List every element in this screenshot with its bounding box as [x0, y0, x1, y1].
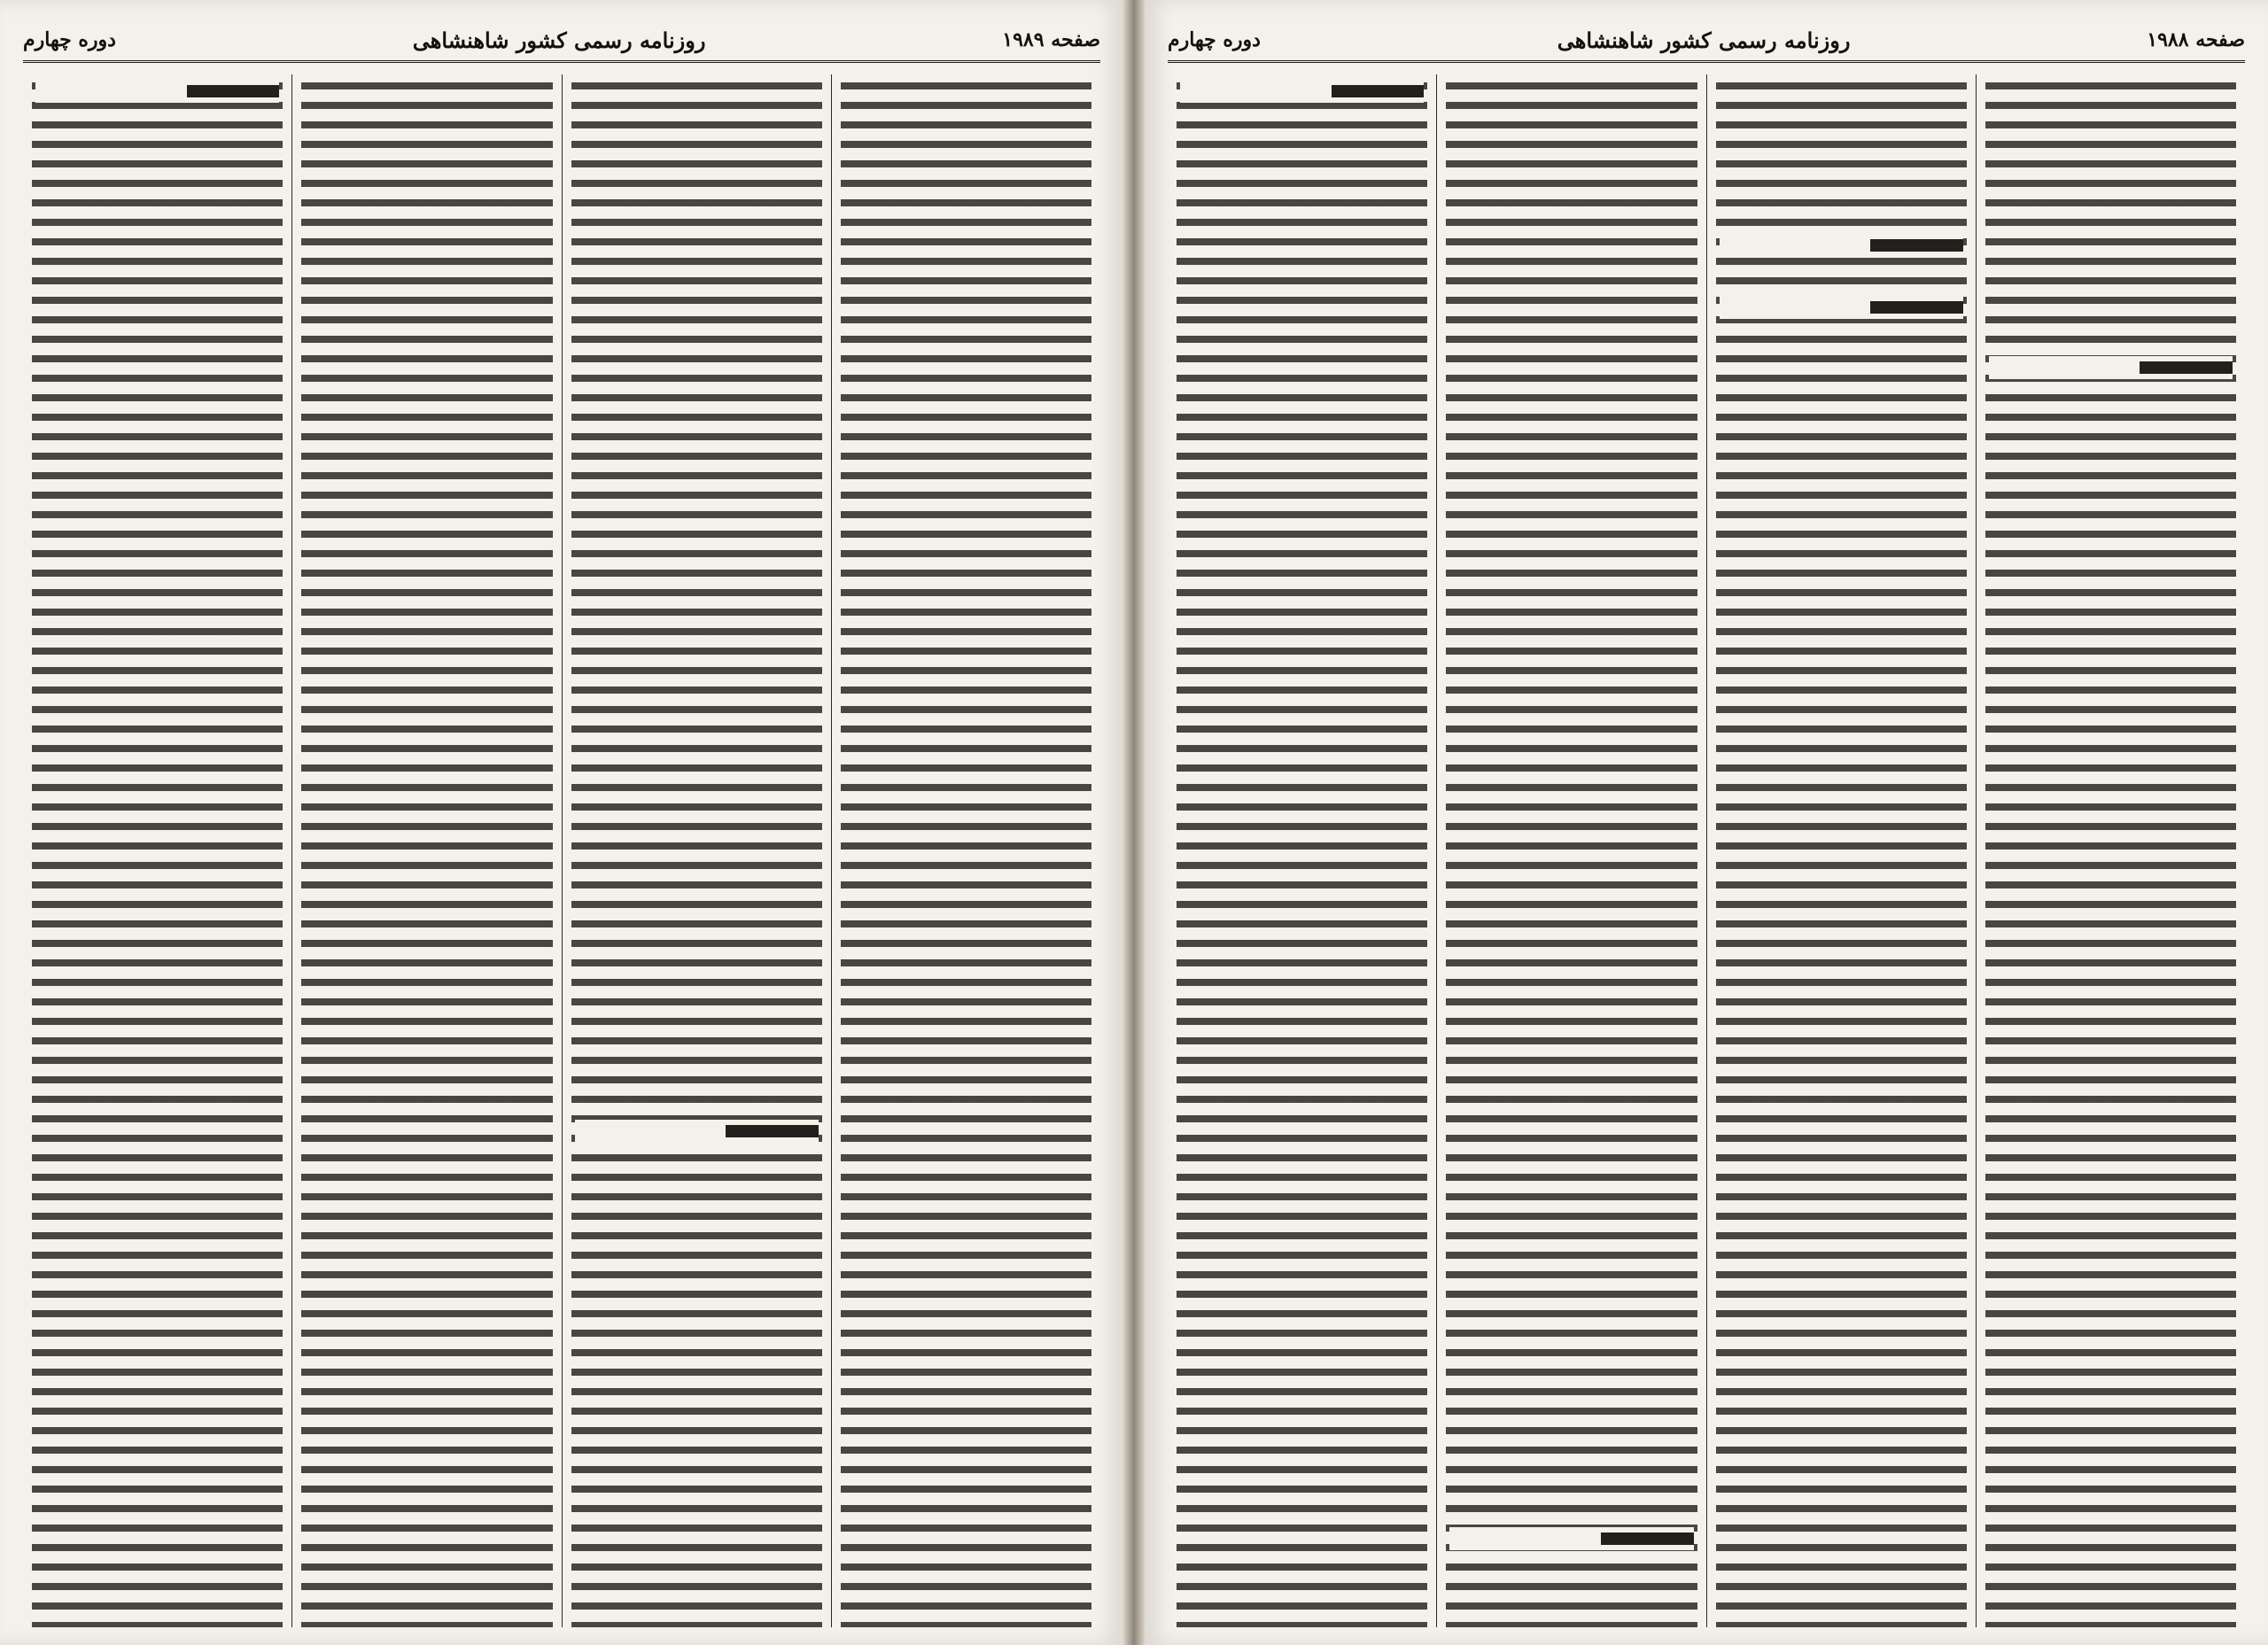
section-heading-mark: [35, 80, 279, 103]
left-column-1: [831, 74, 1100, 1627]
left-column-4: [23, 74, 291, 1627]
right-column-3: [1436, 74, 1705, 1627]
left-column-3: [291, 74, 561, 1627]
section-heading-mark: [1180, 80, 1424, 103]
section-heading-mark: [1449, 1527, 1693, 1550]
left-column-2: [562, 74, 831, 1627]
section-heading-mark: [1989, 356, 2233, 379]
left-page-title: روزنامه رسمی کشور شاهنشاهی: [412, 27, 706, 53]
left-page: [0, 0, 1123, 1645]
right-page-columns: [1168, 74, 2245, 1627]
right-page-edition: دوره چهارم: [1168, 28, 1261, 51]
section-heading-mark: [1720, 296, 1963, 319]
left-page-number: صفحه ۱۹۸۹: [1002, 28, 1100, 51]
right-page-title: روزنامه رسمی کشور شاهنشاهی: [1557, 27, 1851, 53]
right-column-1: [1976, 74, 2245, 1627]
section-heading-mark: [575, 1120, 819, 1143]
page-gutter: [1123, 0, 1145, 1645]
left-page-edition: دوره چهارم: [23, 28, 116, 51]
left-page-header: [23, 19, 1100, 63]
right-column-2: [1706, 74, 1976, 1627]
right-page-header: [1168, 19, 2245, 63]
right-page-number: صفحه ۱۹۸۸: [2147, 28, 2245, 51]
right-page: [1145, 0, 2268, 1645]
left-page-columns: [23, 74, 1100, 1627]
right-column-4: [1168, 74, 1436, 1627]
section-heading-mark: [1720, 234, 1963, 257]
